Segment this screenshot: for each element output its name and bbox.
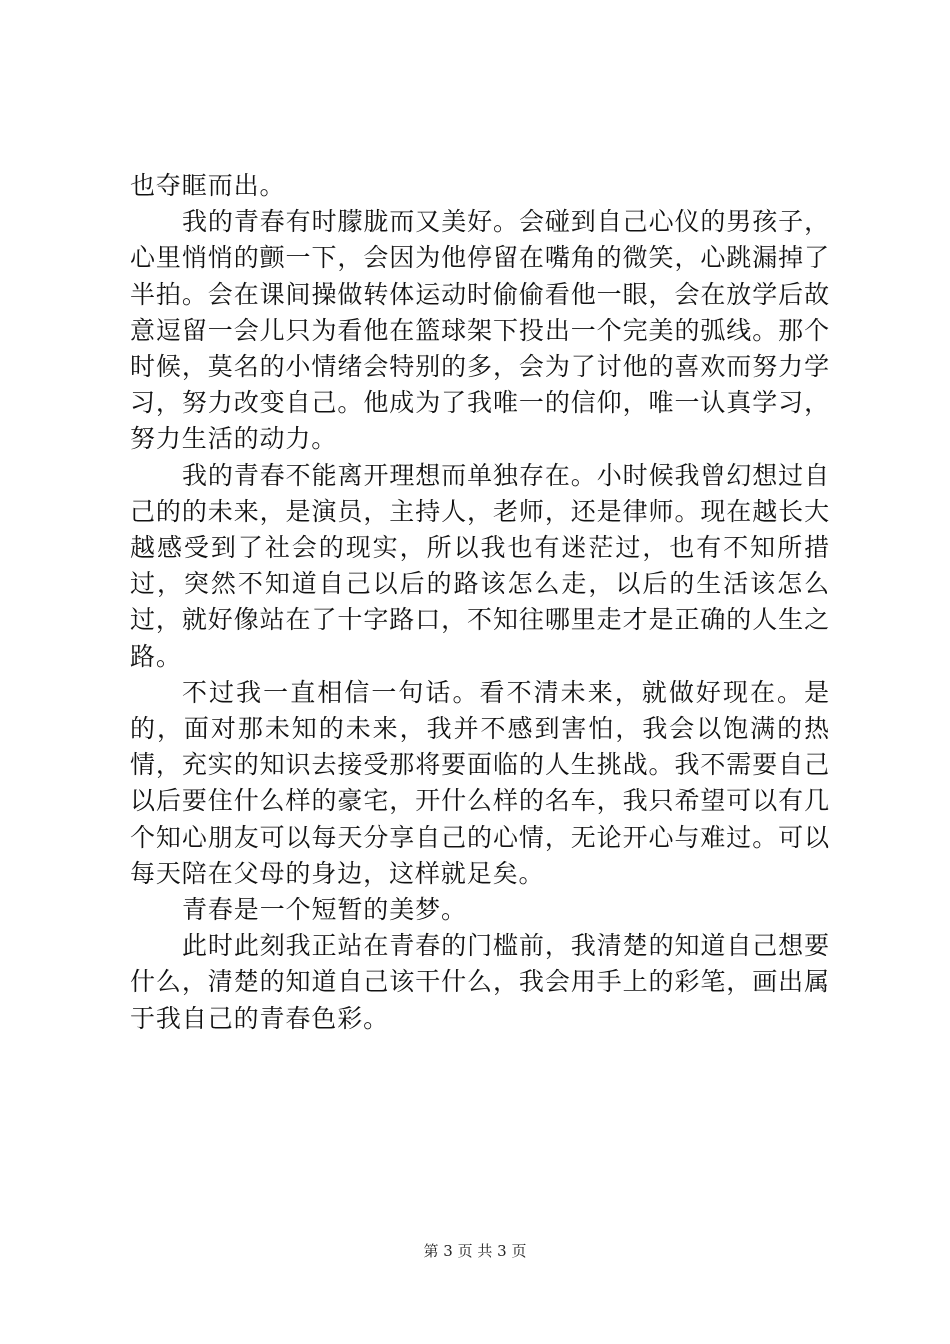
paragraph-1: 也夺眶而出。 [130,171,286,200]
paragraph-5: 青春是一个短暂的美梦。 [182,895,467,925]
paragraph-4: 不过我一直相信一句话。看不清未来，就做好现在。是的，面对那未知的未来，我并不感到害怕，我会以饱满的热情，充实的知识去接受那将要面临的人生挑战。我不需要自己以后要住什么样的豪宅，开什么样的名车，我只希望可以有几个知心朋友可以每天分享自己的心情，无论开心与难过。可以每天陪在父母的身边，这样就足矣。 [130,677,830,888]
paragraph-6: 此时此刻我正站在青春的门槛前，我清楚的知道自己想要什么，清楚的知道自己该干什么，我会用手上的彩笔，画出属于我自己的青春色彩。 [130,931,830,1033]
paragraph-2: 我的青春有时朦胧而又美好。会碰到自己心仪的男孩子，心里悄悄的颤一下，会因为他停留在嘴角的微笑，心跳漏掉了半拍。会在课间操做转体运动时偷偷看他一眼，会在放学后故意逗留一会儿只为看他在篮球架下投出一个完美的弧线。那个时候，莫名的小情绪会特别的多，会为了讨他的喜欢而努力学习，努力改变自己。他成为了我唯一的信仰，唯一认真学习，努力生活的动力。 [130,207,830,454]
document-body [130,168,830,1037]
paragraph-3: 我的青春不能离开理想而单独存在。小时候我曾幻想过自己的的未来，是演员，主持人，老师，还是律师。现在越长大越感受到了社会的现实，所以我也有迷茫过，也有不知所措过，突然不知道自己以后的路该怎么走，以后的生活该怎么过，就好像站在了十字路口，不知往哪里走才是正确的人生之路。 [130,460,830,671]
page-number-footer: 第 3 页 共 3 页 [423,1242,527,1260]
